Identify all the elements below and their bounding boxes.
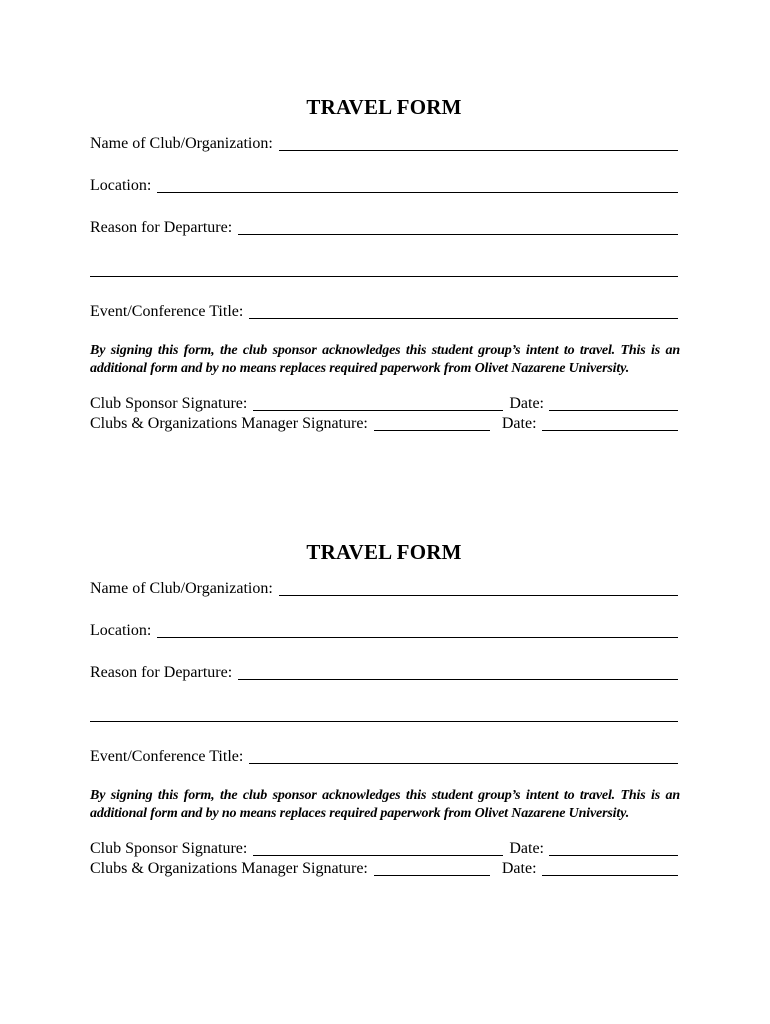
sponsor-notice: By signing this form, the club sponsor acknowledges this student group’s intent to travel. This is an additional form and by no means replaces required paperwork from Olivet Nazarene University.: [90, 343, 680, 376]
event-title-row: [90, 302, 678, 322]
club-name-label: Name of Club/Organization:: [90, 580, 273, 597]
sponsor-date-label: Date:: [509, 395, 544, 412]
sponsor-signature-row: [90, 839, 678, 859]
reason-label: Reason for Departure:: [90, 664, 233, 681]
travel-form-1: [90, 94, 678, 434]
sponsor-date-label: Date:: [509, 840, 544, 857]
signature-block: [90, 394, 678, 434]
sponsor-signature-row: [90, 394, 678, 414]
sponsor-signature-blank[interactable]: [253, 394, 503, 411]
reason-blank[interactable]: [238, 218, 678, 235]
form-title: TRAVEL FORM: [306, 540, 462, 564]
form-title: TRAVEL FORM: [306, 95, 462, 119]
manager-date-label: Date:: [501, 415, 537, 432]
reason-blank[interactable]: [238, 663, 678, 680]
manager-date-blank[interactable]: [542, 414, 678, 431]
event-title-label: Event/Conference Title:: [90, 303, 244, 320]
reason-row: [90, 663, 678, 683]
event-title-row: [90, 747, 678, 767]
location-blank[interactable]: [157, 176, 678, 193]
manager-signature-row: [90, 859, 678, 879]
reason-continuation-blank[interactable]: [90, 260, 678, 277]
sponsor-notice: By signing this form, the club sponsor acknowledges this student group’s intent to travel. This is an additional form and by no means replaces required paperwork from Olivet Nazarene University.: [90, 788, 680, 821]
club-name-blank[interactable]: [279, 134, 678, 151]
club-name-row: [90, 134, 678, 154]
club-name-blank[interactable]: [279, 579, 678, 596]
club-name-label: Name of Club/Organization:: [90, 135, 273, 152]
location-label: Location:: [90, 622, 152, 639]
location-row: [90, 176, 678, 196]
manager-signature-label: Clubs & Organizations Manager Signature:: [90, 860, 368, 877]
manager-date-label: Date:: [501, 860, 537, 877]
sponsor-date-blank[interactable]: [549, 394, 678, 411]
travel-form-2: [90, 539, 678, 879]
sponsor-signature-label: Club Sponsor Signature:: [90, 395, 248, 412]
reason-continuation-blank[interactable]: [90, 705, 678, 722]
sponsor-date-blank[interactable]: [549, 839, 678, 856]
reason-label: Reason for Departure:: [90, 219, 233, 236]
location-blank[interactable]: [157, 621, 678, 638]
manager-signature-blank[interactable]: [374, 414, 490, 431]
event-title-blank[interactable]: [249, 747, 678, 764]
club-name-row: [90, 579, 678, 599]
sponsor-signature-label: Club Sponsor Signature:: [90, 840, 248, 857]
manager-date-blank[interactable]: [542, 859, 678, 876]
manager-signature-blank[interactable]: [374, 859, 490, 876]
reason-row: [90, 218, 678, 238]
location-label: Location:: [90, 177, 152, 194]
sponsor-signature-blank[interactable]: [253, 839, 503, 856]
manager-signature-label: Clubs & Organizations Manager Signature:: [90, 415, 368, 432]
manager-signature-row: [90, 414, 678, 434]
reason-continuation-row: [90, 705, 678, 725]
signature-block: [90, 839, 678, 879]
event-title-label: Event/Conference Title:: [90, 748, 244, 765]
event-title-blank[interactable]: [249, 302, 678, 319]
location-row: [90, 621, 678, 641]
reason-continuation-row: [90, 260, 678, 280]
